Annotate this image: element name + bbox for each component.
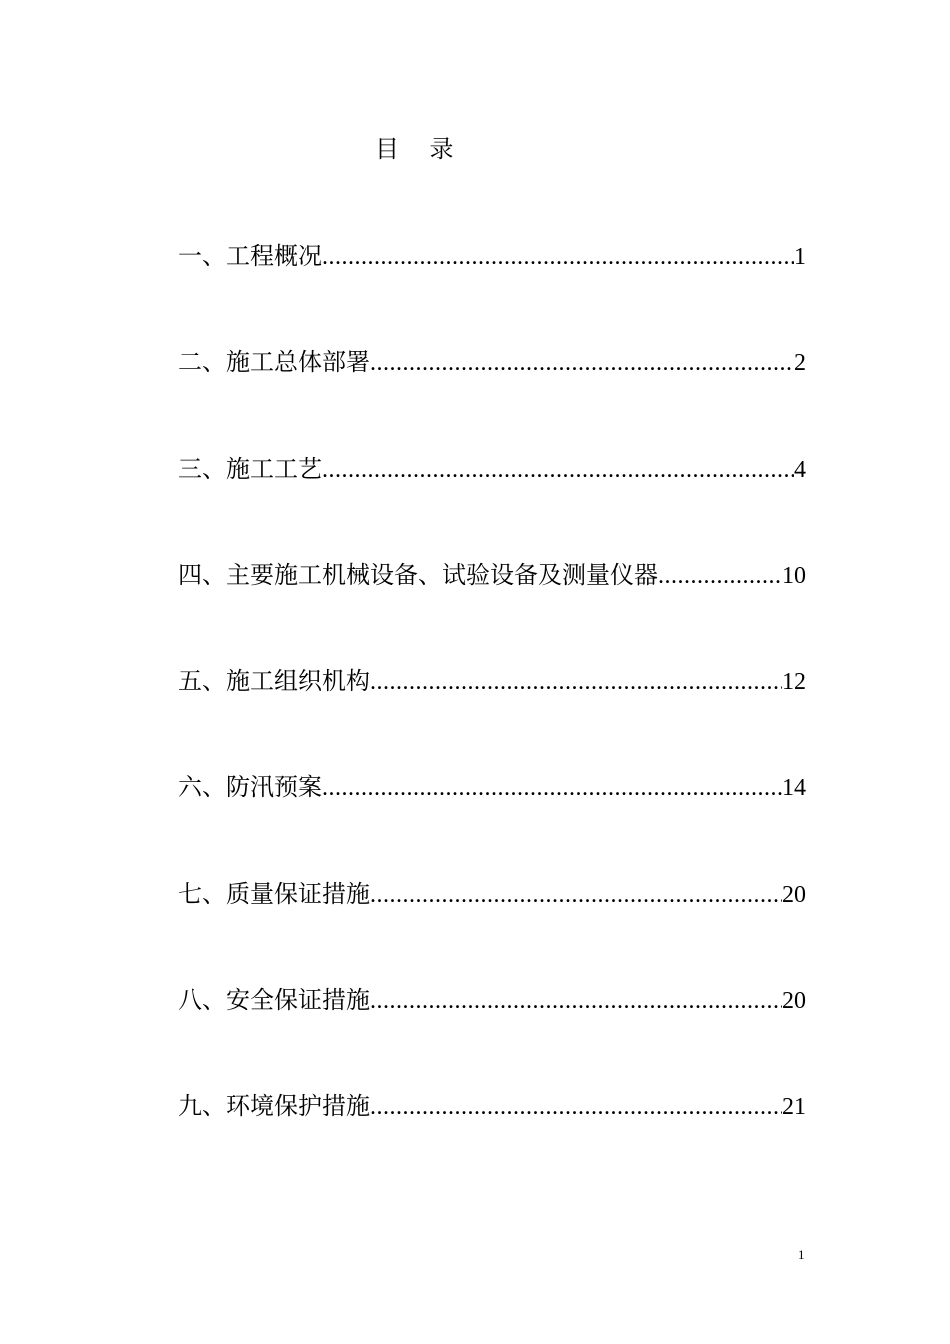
toc-entry[interactable]	[178, 769, 806, 875]
toc-entry[interactable]	[178, 1088, 806, 1194]
toc-entry-label: 九、环境保护措施	[178, 1092, 370, 1121]
toc-entry-label: 三、施工工艺	[178, 454, 322, 483]
toc-entry-page: 20	[782, 881, 806, 908]
toc-entry-label: 六、防汛预案	[178, 773, 322, 802]
toc-entry[interactable]	[178, 451, 806, 557]
page-number: 1	[798, 1247, 805, 1262]
toc-entry-label: 八、安全保证措施	[178, 986, 370, 1015]
toc-entry[interactable]	[178, 238, 806, 344]
toc-dot-leader	[370, 983, 782, 1019]
toc-entry[interactable]	[178, 344, 806, 450]
toc-entry-page: 1	[794, 244, 806, 270]
toc-entry-page: 12	[782, 669, 806, 696]
toc-dot-leader	[370, 345, 794, 381]
toc-dot-leader	[322, 770, 782, 806]
toc-entry-page: 4	[794, 456, 806, 483]
toc-entry[interactable]	[178, 982, 806, 1088]
toc-dot-leader	[370, 1089, 782, 1125]
toc-entry-page: 20	[782, 988, 806, 1015]
toc-entry-page: 21	[782, 1094, 806, 1121]
toc-entry-page: 14	[782, 775, 806, 802]
toc-entry[interactable]	[178, 876, 806, 982]
toc-dot-leader	[322, 452, 794, 488]
toc-entry-label: 五、施工组织机构	[178, 667, 370, 696]
toc-entry-label: 七、质量保证措施	[178, 879, 370, 908]
toc-entry[interactable]	[178, 557, 806, 663]
toc-list	[178, 238, 806, 1195]
toc-title: 目 录	[375, 135, 454, 163]
toc-dot-leader	[322, 239, 794, 275]
toc-entry-label: 一、工程概况	[178, 242, 322, 270]
toc-entry-label: 二、施工总体部署	[178, 348, 370, 377]
toc-dot-leader	[658, 558, 782, 594]
toc-dot-leader	[370, 877, 782, 913]
toc-entry[interactable]	[178, 663, 806, 769]
toc-entry-page: 2	[794, 350, 806, 377]
toc-entry-page: 10	[782, 562, 806, 589]
toc-dot-leader	[370, 664, 782, 700]
toc-entry-label: 四、主要施工机械设备、试验设备及测量仪器	[178, 560, 658, 589]
